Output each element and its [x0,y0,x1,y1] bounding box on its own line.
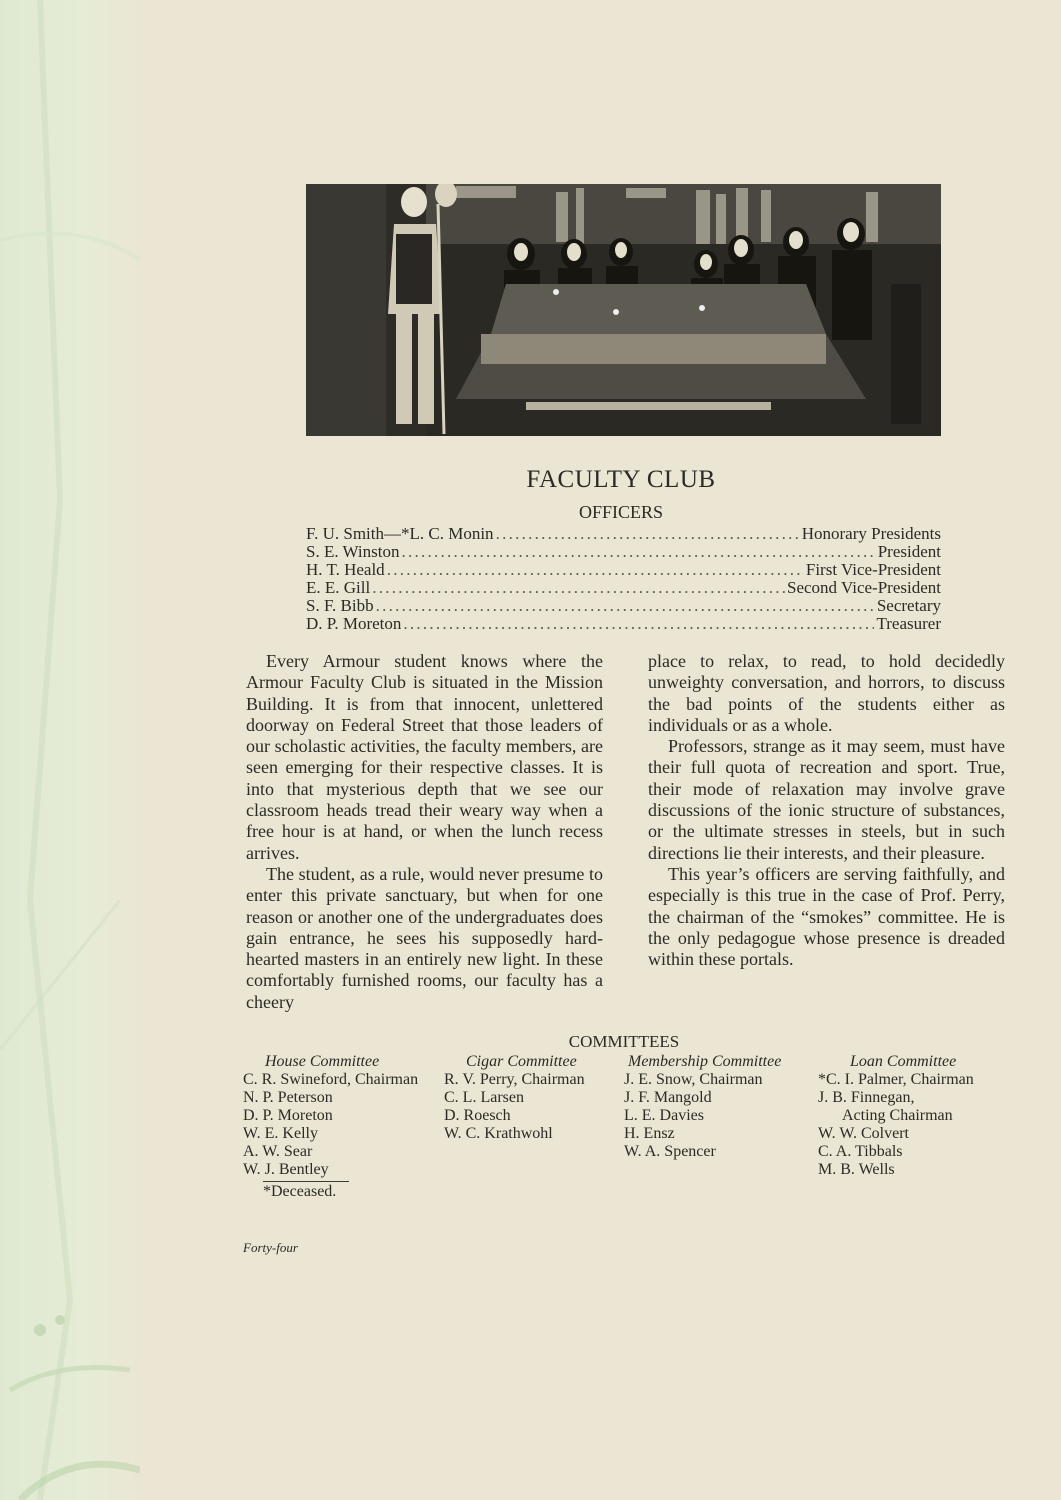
committee-title: Loan Committee [850,1053,957,1070]
committee-member: W. J. Bentley [243,1161,329,1178]
committee-member: R. V. Perry, Chairman [444,1071,585,1088]
footnote: *Deceased. [263,1181,349,1201]
officer-role: President [877,542,941,561]
officer-row [306,561,941,579]
officer-name: F. U. Smith—*L. C. Monin [306,524,494,543]
officer-role: Secretary [876,596,941,615]
officer-role: Second Vice-President [787,578,941,597]
body-column-right [648,651,1005,970]
committee-title: House Committee [265,1053,380,1070]
page-title [0,466,1061,494]
committees-heading: COMMITTEES [568,1032,680,1051]
committee-member: W. A. Spencer [624,1143,716,1160]
membership-committee [624,1053,781,1161]
officers-list [306,525,941,633]
body-paragraph: Every Armour student knows where the Armour Faculty Club is situated in the Mission Building. It is from that innocent, unlettered doorway on Federal Street that those leaders of our scholastic activities, the faculty members, are seen emerging for their respective classes. It is into that mysterious depth that we see our classroom heads tread their weary way when a free hour is at hand, or when the lunch recess arrives. [246,651,603,863]
committee-member: *C. I. Palmer, Chairman [818,1071,974,1088]
committee-member: D. P. Moreton [243,1107,333,1124]
body-column-left [246,651,603,1013]
committee-member: C. A. Tibbals [818,1143,903,1160]
page-title-text: FACULTY CLUB [526,466,716,493]
officer-row [306,525,941,543]
officer-row [306,579,941,597]
billiard-room-photo [306,184,941,436]
officer-role: Treasurer [876,614,941,633]
leader-dots [401,543,875,561]
committee-member: L. E. Davies [624,1107,704,1124]
committee-member: W. C. Krathwohl [444,1125,553,1142]
body-paragraph-continued: place to relax, to read, to hold decidedly unweighty conversation, and horrors, to discuss the bad points of the students either as individuals or as a whole. [648,651,1005,735]
committee-member: Acting Chairman [842,1107,953,1124]
officers-heading: OFFICERS [578,502,664,522]
committee-member: N. P. Peterson [243,1089,333,1106]
officer-row [306,615,941,633]
body-paragraph: Professors, strange as it may seem, must have their full quota of recreation and sport. True, their mode of relaxation may involve grave discussions of the ionic structure of substances, or the ultimate stresses in steels, but in such directions lie their interests, and their pleasure. [648,736,1005,863]
committee-member: W. W. Colvert [818,1125,909,1142]
leader-dots [496,525,800,543]
committee-member: J. F. Mangold [624,1089,712,1106]
officer-name: E. E. Gill [306,578,371,597]
cigar-committee [444,1053,585,1143]
leader-dots [372,579,785,597]
officer-name: S. F. Bibb [306,596,374,615]
officer-role: First Vice-President [805,560,941,579]
leader-dots [387,561,804,579]
decorative-margin-art [0,0,140,1500]
decorative-margin [0,0,140,1500]
body-paragraph: This year’s officers are serving faithfully, and especially is this true in the case of Prof. Perry, the chairman of the “smokes” committee. He is the only pedagogue whose presence is dreaded within these portals. [648,863,1005,970]
committee-member: C. R. Swineford, Chairman [243,1071,419,1088]
officer-role: Honorary Presidents [801,524,941,543]
committee-title: Cigar Committee [466,1053,577,1070]
committee-member: J. E. Snow, Chairman [624,1071,763,1088]
committee-member: J. B. Finnegan, [818,1089,915,1106]
committee-member: M. B. Wells [818,1161,895,1178]
leader-dots [403,615,874,633]
officer-name: S. E. Winston [306,542,400,561]
officer-row [306,543,941,561]
committee-title: Membership Committee [628,1053,782,1070]
officer-name: H. T. Heald [306,560,385,579]
committee-member: D. Roesch [444,1107,511,1124]
leader-dots [376,597,875,615]
page-number: Forty-four [243,1240,298,1255]
committee-member: C. L. Larsen [444,1089,524,1106]
house-committee [243,1053,418,1201]
committee-member: A. W. Sear [243,1143,313,1160]
officer-row [306,597,941,615]
loan-committee [818,1053,974,1179]
officer-name: D. P. Moreton [306,614,402,633]
committee-member: W. E. Kelly [243,1125,318,1142]
committee-member: H. Ensz [624,1125,675,1142]
body-paragraph: The student, as a rule, would never presume to enter this private sanctuary, but when for one reason or another one of the undergraduates does gain entrance, he sees his supposedly hard-hearted masters in an entirely new light. In these comfortably furnished rooms, our faculty has a cheery [246,863,603,1012]
